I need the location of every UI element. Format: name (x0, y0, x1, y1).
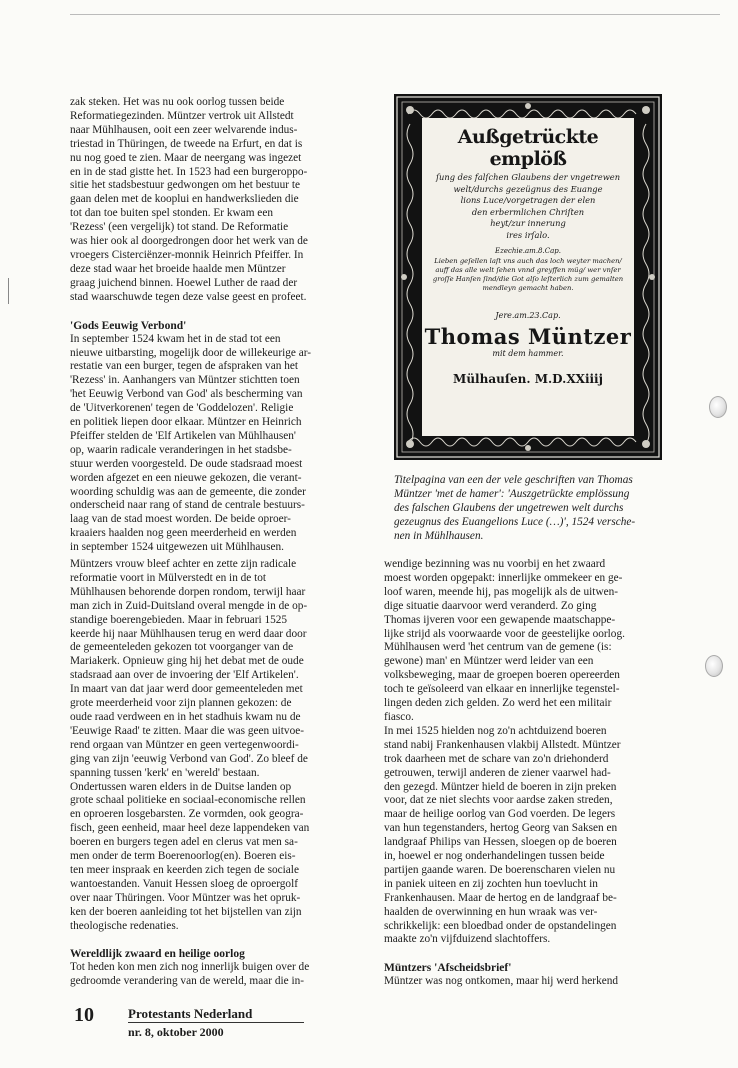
text-line: theologische redenaties. (70, 919, 179, 932)
text-line: Müntzer was nog ontkomen, maar hij werd herkend (384, 975, 619, 988)
text-line: schrikkelijk: een bloedbad onder de opstandelingen (384, 919, 617, 932)
text-line: Reformatiegezinden. Müntzer vertrok uit Allstedt (70, 109, 294, 122)
title-panel (422, 118, 634, 436)
text-line: wantoestanden. Vanuit Hessen sloeg de oproergolf (70, 877, 298, 890)
figure-quote (422, 255, 634, 295)
caption-line: Titelpagina van een der vele geschriften van Thomas (394, 474, 633, 486)
figure-author: Thomas Müntzer (424, 324, 632, 349)
text-line: Mühlhausen behorende dorpen rondom, terwijl haar (70, 585, 306, 598)
text-line: ten meer inspraak en keerden zich tegen de sociale (70, 863, 299, 876)
text-line: Ondertussen waren elders in de Duitse landen op (70, 780, 292, 793)
punch-hole (709, 396, 727, 418)
text-line: Müntzers vrouw bleef achter en zette zijn radicale (70, 558, 297, 570)
text-line: lijke strijd als voorwaarde voor de geestelijke oorlog. (384, 627, 625, 640)
text-line: en politiek liepen door elkaar. Müntzer en Heinrich (70, 416, 302, 429)
publication-title: Protestants Nederland (128, 1006, 253, 1021)
text-line: stuur werden voorgesteld. De oude stadsraad moest (70, 457, 303, 470)
text-line: gewone) man' en Müntzer werd leider van een (384, 655, 594, 668)
figure-subtitle-line: heyt/zur innerung (490, 218, 566, 228)
figure-byline: mit dem hammer. (492, 349, 564, 358)
text-line: Mühlhausen werd 'het centrum van de gemene (is: (384, 641, 612, 654)
text-line: men onder de term Boerenoorlog(en). Boeren eis- (70, 850, 296, 863)
paragraph (384, 725, 674, 948)
text-line: en oproeren losgebarsten. Ze vormden, ook geogra- (70, 808, 304, 821)
section-heading: 'Gods Eeuwig Verbond' (70, 319, 187, 332)
text-line: restatie van een burger, tegen de afspraken van het (70, 360, 298, 373)
text-line: In mei 1525 hielden nog zo'n achtduizend boeren (384, 724, 607, 737)
text-line: maakte zo'n vijfduizend slachtoffers. (384, 933, 551, 946)
text-line: fisch, geen eenheid, maar heel deze lappendeken van (70, 822, 310, 835)
text-line: zak steken. Het was nu ook oorlog tussen beide (70, 96, 285, 108)
section-heading: Wereldlijk zwaard en heilige oorlog (70, 948, 245, 961)
text-line: sitie het stadsbestuur gedwongen om het bestuur te (70, 179, 300, 192)
text-line: over naar Thüringen. Voor Müntzer was het opruk- (70, 891, 301, 904)
text-line: en in de stad gistte het. In 1523 had een burgeroppo- (70, 165, 308, 178)
text-line: triestad in Thüringen, de tweede na Erfurt, en dat is (70, 137, 303, 150)
text-line: onderscheid naar rang of stand de centrale bestuurs- (70, 499, 305, 512)
text-line: in, hoewel er nog onderhandelingen tussen beide (384, 850, 605, 863)
text-line: stadsraad aan over de invoering der 'Elf Artikelen'. (70, 669, 299, 682)
text-line: vroegers Cisterciënzer-monnik Heinrich Pfeiffer. In (70, 248, 304, 261)
column-left-bottom (70, 558, 356, 1003)
text-line: graag juichend binnen. Hoewel Luther de raad der (70, 276, 298, 289)
text-line: man zich in Zuid-Duitsland overal mengde in de op- (70, 599, 308, 612)
text-line: voor, dat ze niet slechts voor aardse zaken streden, (384, 794, 613, 807)
top-rule (70, 14, 720, 15)
text-line: stand nabij Frankenhausen vlakbij Allstedt. Müntzer (384, 738, 621, 751)
text-line: keerde hij naar Mühlhausen terug en werd daar door (70, 627, 307, 640)
text-line: nu nog goed te zien. Maar de neergang was ingezet (70, 151, 302, 164)
text-line: worden afgezet en een nieuwe gekozen, die verant- (70, 471, 302, 484)
title-page-figure (394, 94, 662, 460)
text-line: getrouwen, terwijl anderen de ziener vaarwel had- (384, 766, 611, 779)
paragraph (70, 96, 356, 305)
figure-quote-line: auff das alle welt ſehen vnnd greyffen müg/ wer vnſer (435, 266, 621, 274)
text-line: woording schuldig was aan de gemeente, die zonder (70, 485, 306, 498)
paragraph (70, 558, 356, 933)
column-left-top (70, 96, 356, 569)
section-heading: Müntzers 'Afscheidsbrief' (384, 962, 512, 975)
text-line: grote schaal politieke en sociaal-economische rellen (70, 794, 306, 807)
text-line: standige boerengebieden. Maar in februari 1525 (70, 613, 288, 626)
text-line: 'Rezess' (een vergelijk) tot stand. De Reformatie (70, 221, 289, 234)
figure-caption (394, 473, 676, 543)
text-line: Pfeiffer stelden de 'Elf Artikelen van Mühlhausen' (70, 429, 296, 442)
text-line: ging van zijn 'eeuwig Verbond van God'. Zo bleef de (70, 752, 308, 765)
text-line: 'Rezess' in. Aanhangers van Müntzer stichtten toen (70, 374, 300, 387)
text-line: kraaiers haalden nog geen meerderheid en werden (70, 527, 297, 540)
text-line: 'Eeuwige Raad' te zitten. Maar die was geen uitvoe- (70, 724, 304, 737)
text-line: de 'Uitverkorenen' tegen de 'Goddelozen'. Religie (70, 402, 294, 415)
text-line: Mariakerk. Opnieuw ging hij het debat met de oude (70, 655, 304, 668)
page-number: 10 (74, 1004, 94, 1026)
text-line: dige situatie daarvoor werd veranderd. Zo ging (384, 599, 597, 612)
paragraph (70, 961, 356, 989)
text-line: grote meerderheid voor zijn plannen gekozen: de (70, 697, 292, 710)
text-line: toch te geïsoleerd van elkaar en innerlijke tegenstel- (384, 683, 620, 696)
text-line: moest worden opgepakt: innerlijke ommekeer en ge- (384, 571, 623, 584)
caption-line: Müntzer 'met de hamer': 'Auszgetrückte emplössung (394, 488, 630, 500)
text-line: deze stad waar het broeide haalde men Müntzer (70, 262, 286, 275)
text-line: in paniek uiteen en zij zochten hun toevlucht in (384, 877, 598, 890)
text-line: spanning tussen 'kerk' en 'wereld' bestaan. (70, 766, 260, 779)
text-line: wendige bezinning was nu voorbij en het zwaard (384, 558, 606, 570)
figure-subtitle (422, 170, 634, 243)
text-line: gedroomde verandering van de wereld, maar die in- (70, 975, 304, 988)
figure-quote-line: groſſe Hanſen ſind/die Got alſo leſterlich zum gemalten (432, 275, 624, 283)
punch-hole (705, 655, 723, 677)
figure-quote-line: Lieben geſellen laſt vns auch das loch weyter machen/ (434, 257, 622, 265)
figure-reference-jeremia: Jere.am.23.Cap. (495, 311, 561, 320)
caption-line: des falschen Glaubens der ungetrewen welt durchs (394, 502, 624, 514)
text-line: laag van de stad moest worden. De beide oproer- (70, 513, 291, 526)
paragraph (384, 558, 674, 725)
text-line: nieuwe uitbarsting, mogelijk door de willekeurige ar- (70, 346, 312, 359)
caption-line: gezeugnus des Euangelions Luce (…)', 1524 versche- (394, 516, 636, 528)
text-line: fiasco. (384, 710, 414, 723)
column-right-bottom (384, 558, 674, 1003)
text-line: stad waarschuwde tegen deze valse geest en profeet. (70, 290, 307, 303)
text-line: op, waarin radicale veranderingen in het stadsbe- (70, 443, 292, 456)
figure-imprint: Mülhauſen. M.D.XXiiij (453, 372, 603, 386)
text-line: 'het Eeuwig Verbond van God' als bescherming van (70, 388, 303, 401)
figure-subtitle-line: welt/durchs gezeügnus des Euange (453, 183, 603, 194)
figure-subtitle-line: ſung des falſchen Glaubens der vngetrewen (435, 172, 621, 182)
text-line: Thomas ijveren voor een gewapende maatschappe- (384, 613, 616, 626)
text-line: rend orgaan van Müntzer en geen vertegenwoordi- (70, 738, 299, 751)
text-line: tot dan toe buiten spel stonden. Er kwam een (70, 207, 273, 220)
text-line: Frankenhausen. Maar de hertog en de landgraaf be- (384, 891, 617, 904)
text-line: volksbeweging, maar de groepen boeren opereerden (384, 669, 620, 682)
text-line: oude raad verdween en in het stadhuis kwam nu de (70, 710, 301, 723)
issue-info: nr. 8, oktober 2000 (128, 1025, 224, 1039)
text-line: gaan delen met de kooplui en handwerkslieden die (70, 193, 299, 206)
text-line: reformatie voort in Mülverstedt en in de tot (70, 571, 267, 584)
margin-mark (8, 278, 9, 304)
text-line: maar de heilige oorlog van God voerden. De legers (384, 808, 616, 821)
figure-quote-line: mendleyn gemacht haben. (482, 284, 574, 292)
text-line: trok daarheen met de schare van zo'n driehonderd (384, 752, 609, 765)
text-line: in september 1524 uitgewezen uit Mühlhausen. (70, 541, 284, 554)
text-line: den gezegd. Müntzer hield de boeren in zijn preken (384, 780, 617, 793)
paragraph (384, 975, 674, 989)
text-line: de gemeenteleden gekozen tot voorganger van de (70, 641, 294, 654)
text-line: In september 1524 kwam het in de stad tot een (70, 332, 281, 345)
figure-reference-ezechiel: Ezechie.am.8.Cap. (495, 247, 561, 255)
text-line: ken der boeren aanleiding tot het bijstellen van zijn (70, 905, 302, 918)
text-line: landgraaf Philips van Hessen, sloegen op de boeren (384, 836, 617, 849)
text-line: lingen deden zich gelden. Zo werd het een militair (384, 697, 612, 710)
text-line: In maart van dat jaar werd door gemeenteleden met (70, 683, 303, 696)
text-line: boeren en burgers tegen adel en clerus vat men sa- (70, 836, 298, 849)
text-line: loof waren, meende hij, pas mogelijk als de uitwen- (384, 585, 619, 598)
text-line: naar Mühlhausen, ooit een zeer welvarende indus- (70, 123, 298, 136)
caption-line: nen in Mühlhausen. (394, 530, 484, 542)
figure-title: Außgetrückte emplöß (457, 126, 599, 170)
text-line: haalden de overwinning en hun wraak was ver- (384, 905, 598, 918)
text-line: was hier ook al doorgedrongen door het werk van de (70, 235, 308, 248)
text-line: Tot heden kon men zich nog innerlijk buigen over de (70, 961, 310, 974)
figure-subtitle-line: den erbermlichen Chriſten (471, 206, 585, 217)
figure-subtitle-line: ires irſalo. (506, 229, 550, 240)
figure-subtitle-line: lions Luce/vorgetragen der elen (460, 195, 596, 205)
footer-rule (128, 1022, 304, 1023)
paragraph (70, 333, 356, 556)
text-line: van hun tegenstanders, hertog Georg van Saksen en (384, 822, 618, 835)
text-line: partijen gaande waren. De boerenscharen vielen nu (384, 863, 616, 876)
